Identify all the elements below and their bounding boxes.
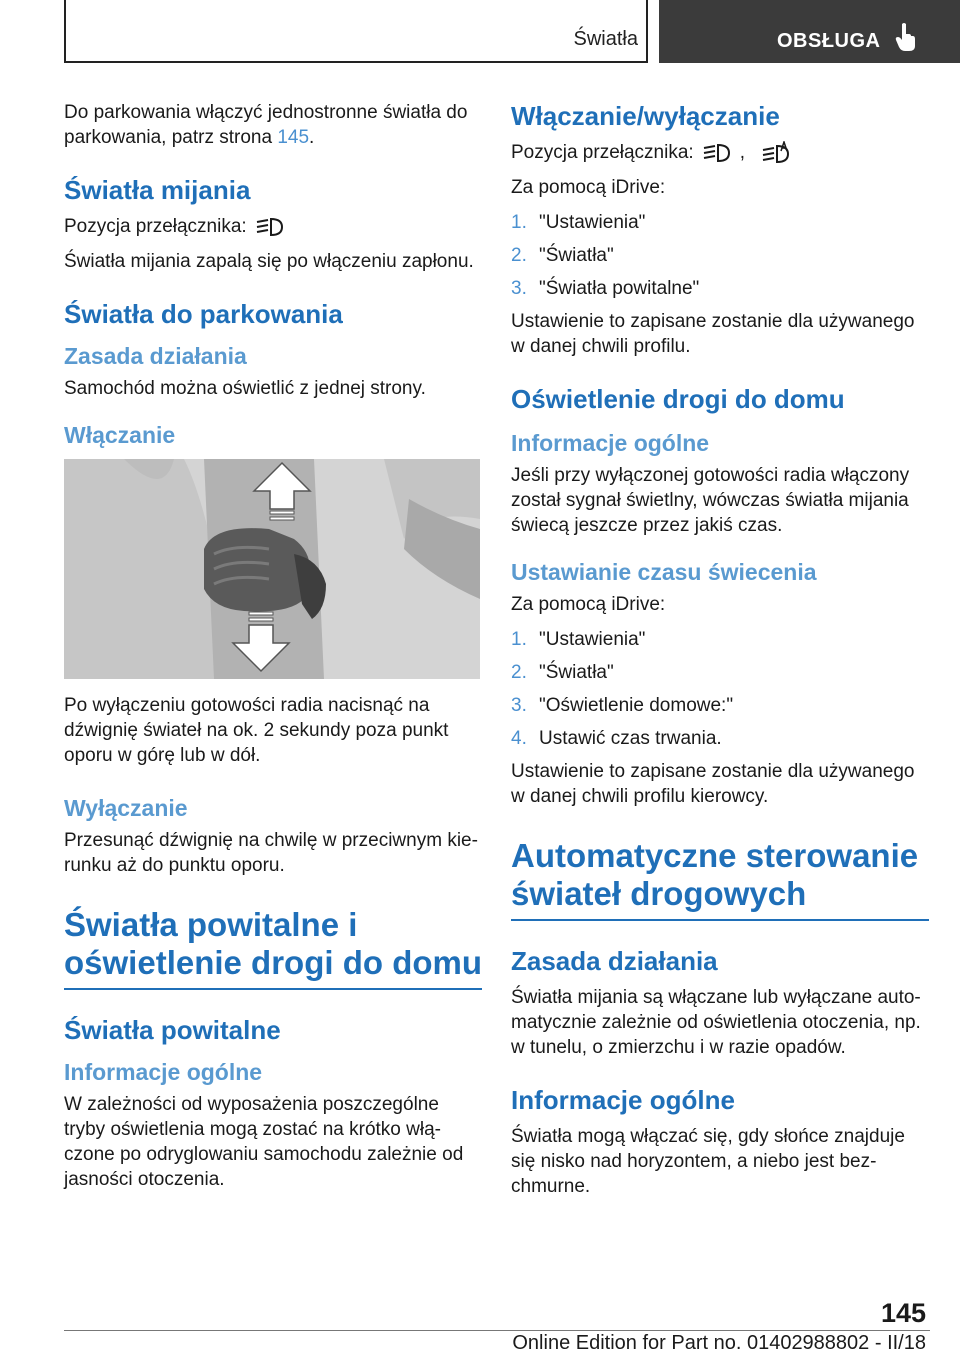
switch-on-text: Po wyłączeniu gotowości radia nacisnąć na dźwignię świateł na ok. 2 sekundy poza punkt oporu w górę lub w dół. bbox=[64, 695, 449, 766]
left-column bbox=[64, 100, 482, 1202]
header-frame bbox=[64, 0, 648, 63]
list-item: 1. "Ustawienia" bbox=[511, 212, 646, 233]
auto-principle-text: Światła mijania są włączane lub wyłączane auto-matycznie zależnie od oświetlenia otoczenia, np. w tunelu, o zmierzchu i w razie opadów. bbox=[511, 987, 921, 1058]
list-item: 2. "Światła" bbox=[511, 245, 614, 266]
auto-high-beam-main-heading: Automatyczne sterowanie świateł drogowych bbox=[511, 837, 929, 921]
low-beam-icon bbox=[702, 142, 732, 164]
page-number: 145 bbox=[880, 1298, 926, 1328]
principle-text: Samochód można oświetlić z jednej strony. bbox=[64, 378, 426, 399]
welcome-lights-heading: Światła powitalne bbox=[64, 1015, 281, 1045]
low-beam-icon bbox=[255, 216, 285, 238]
saved-note-1: Ustawienie to zapisane zostanie dla używanego w danej chwili profilu. bbox=[511, 311, 915, 357]
home-general-heading: Informacje ogólne bbox=[511, 430, 710, 456]
right-column bbox=[511, 100, 929, 1209]
idrive-label-1: Za pomocą iDrive: bbox=[511, 177, 666, 198]
intro-end: . bbox=[309, 127, 315, 148]
low-beam-heading: Światła mijania bbox=[64, 175, 251, 205]
lever-illustration bbox=[64, 459, 480, 679]
home-light-heading: Oświetlenie drogi do domu bbox=[511, 384, 845, 414]
switch-off-heading: Wyłączanie bbox=[64, 795, 188, 821]
parking-lights-heading: Światła do parkowania bbox=[64, 299, 343, 329]
welcome-lights-main-heading: Światła powitalne i oświetlenie drogi do domu bbox=[64, 906, 482, 990]
auto-principle-heading: Zasada działania bbox=[511, 946, 718, 976]
auto-general-text: Światła mogą włączać się, gdy słońce znajduje się nisko nad horyzontem, a niebo jest bez-chmurne. bbox=[511, 1126, 905, 1197]
section-title: Światła bbox=[573, 28, 638, 50]
on-off-switch-line bbox=[511, 140, 929, 165]
auto-light-icon bbox=[761, 141, 791, 165]
list-item: 3. "Oświetlenie domowe:" bbox=[511, 695, 734, 716]
intro-paragraph bbox=[64, 100, 482, 150]
list-item: 1. "Ustawienia" bbox=[511, 629, 646, 650]
switch-label: Pozycja przełącznika: bbox=[64, 216, 247, 237]
list-item: 4. Ustawić czas trwania. bbox=[511, 728, 722, 749]
list-item: 3. "Światła powitalne" bbox=[511, 278, 700, 299]
saved-note-2: Ustawienie to zapisane zostanie dla używanego w danej chwili profilu kierowcy. bbox=[511, 761, 915, 807]
switch-on-heading: Włączanie bbox=[64, 422, 176, 448]
home-general-text: Jeśli przy wyłączonej gotowości radia włączony został sygnał świetlny, wówczas światła mijania świecą jeszcze przez jakiś czas. bbox=[511, 465, 910, 536]
edition-note: Online Edition for Part no. 01402988802 - II/18 bbox=[512, 1332, 926, 1354]
general-info-text: W zależności od wyposażenia poszczególne tryby oświetlenia mogą zostać na krótko włą-czone po odryglowaniu samochodu zależnie od jasności otoczenia. bbox=[64, 1094, 464, 1190]
separator: , bbox=[739, 142, 745, 163]
footer-divider bbox=[64, 1330, 930, 1331]
on-off-heading: Włączanie/wyłączanie bbox=[511, 101, 780, 131]
duration-heading: Ustawianie czasu świecenia bbox=[511, 559, 817, 585]
chapter-tab bbox=[659, 0, 960, 63]
low-beam-text: Światła mijania zapalą się po włączeniu zapłonu. bbox=[64, 251, 474, 272]
switch-label: Pozycja przełącznika: bbox=[511, 142, 694, 163]
steps-list-1 bbox=[511, 210, 929, 301]
low-beam-switch-line bbox=[64, 214, 482, 239]
intro-text: Do parkowania włączyć jednostronne światła do parkowania, patrz strona bbox=[64, 102, 468, 148]
principle-heading: Zasada działania bbox=[64, 343, 247, 369]
idrive-label-2: Za pomocą iDrive: bbox=[511, 594, 666, 615]
general-info-heading: Informacje ogólne bbox=[64, 1059, 263, 1085]
steps-list-2 bbox=[511, 627, 929, 751]
auto-general-heading: Informacje ogólne bbox=[511, 1085, 735, 1115]
switch-off-text: Przesunąć dźwignię na chwilę w przeciwnym kie-runku aż do punktu oporu. bbox=[64, 830, 478, 876]
page-link[interactable]: 145 bbox=[277, 127, 310, 148]
list-item: 2. "Światła" bbox=[511, 662, 614, 683]
chapter-label: OBSŁUGA bbox=[777, 30, 881, 52]
steering-lever-image bbox=[64, 459, 480, 679]
hand-pointer-icon bbox=[895, 22, 917, 52]
